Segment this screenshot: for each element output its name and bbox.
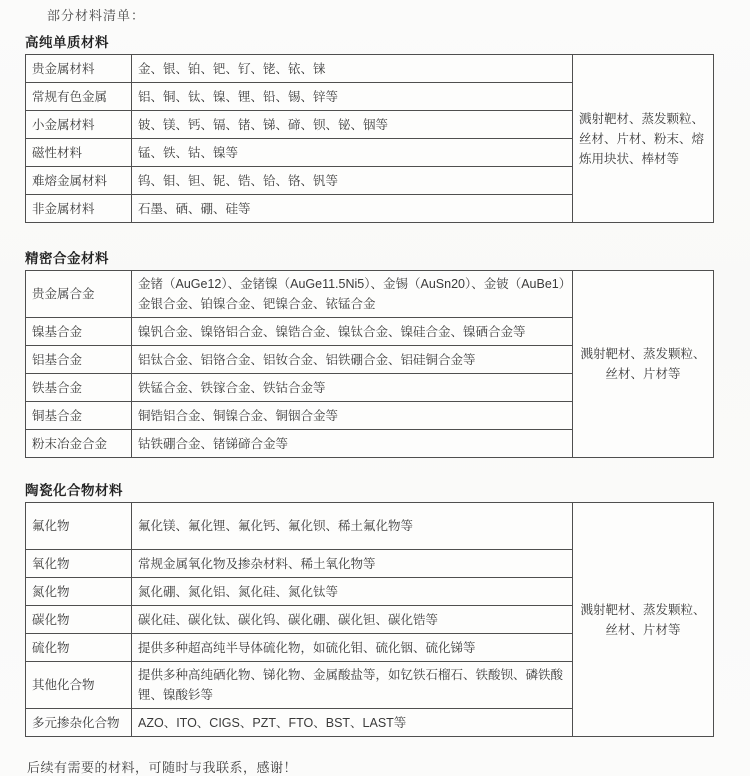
table-row <box>26 55 714 83</box>
section-title-ceramics: 陶瓷化合物材料 <box>25 483 123 498</box>
section-ceramic-compounds <box>0 479 750 737</box>
materials-cell: 提供多种超高纯半导体硫化物，如硫化钼、硫化铟、硫化锑等 <box>132 634 573 662</box>
product-forms-cell: 溅射靶材、蒸发颗粒、丝材、片材、粉末、熔炼用块状、棒材等 <box>573 55 714 223</box>
materials-cell: 铁锰合金、铁镓合金、铁钴合金等 <box>132 374 573 402</box>
materials-cell: 钴铁硼合金、锗锑碲合金等 <box>132 430 573 458</box>
product-forms-cell: 溅射靶材、蒸发颗粒、丝材、片材等 <box>573 271 714 458</box>
category-cell: 小金属材料 <box>26 111 132 139</box>
section-title-high-purity: 高纯单质材料 <box>25 35 109 50</box>
category-cell: 粉末冶金合金 <box>26 430 132 458</box>
section-precision-alloys <box>0 247 750 458</box>
category-cell: 铁基合金 <box>26 374 132 402</box>
materials-cell: 镍钒合金、镍铬铝合金、镍锆合金、镍钛合金、镍硅合金、镍硒合金等 <box>132 318 573 346</box>
materials-cell: 铝、铜、钛、镍、锂、铅、锡、锌等 <box>132 83 573 111</box>
materials-cell: 氟化镁、氟化锂、氟化钙、氟化钡、稀土氟化物等 <box>132 503 573 550</box>
materials-cell: 金锗（AuGe12）、金锗镍（AuGe11.5Ni5）、金锡（AuSn20）、金铍（AuBe1）金银合金、铂镍合金、钯镍合金、铱锰合金 <box>132 271 573 318</box>
materials-cell: 铜锆铝合金、铜镍合金、铜铟合金等 <box>132 402 573 430</box>
category-cell: 多元掺杂化合物 <box>26 709 132 737</box>
category-cell: 氧化物 <box>26 550 132 578</box>
section-spacer <box>0 223 750 247</box>
table-row <box>26 503 714 550</box>
materials-cell: 钨、钼、钽、铌、锆、铪、铬、钒等 <box>132 167 573 195</box>
category-cell: 难熔金属材料 <box>26 167 132 195</box>
section-title-alloys: 精密合金材料 <box>25 251 109 266</box>
category-cell: 硫化物 <box>26 634 132 662</box>
materials-cell: 锰、铁、钴、镍等 <box>132 139 573 167</box>
materials-cell: 铝钛合金、铝铬合金、铝钕合金、铝铁硼合金、铝硅铜合金等 <box>132 346 573 374</box>
materials-cell: 常规金属氧化物及掺杂材料、稀土氧化物等 <box>132 550 573 578</box>
materials-cell: 石墨、硒、硼、硅等 <box>132 195 573 223</box>
high-purity-materials-table <box>25 54 714 223</box>
category-cell: 贵金属材料 <box>26 55 132 83</box>
ceramic-materials-table <box>25 502 714 737</box>
category-cell: 氟化物 <box>26 503 132 550</box>
category-cell: 磁性材料 <box>26 139 132 167</box>
category-cell: 铜基合金 <box>26 402 132 430</box>
page-title: 部分材料清单： <box>47 8 146 23</box>
category-cell: 铝基合金 <box>26 346 132 374</box>
materials-cell: 铍、镁、钙、镉、锗、锑、碲、钡、铋、铟等 <box>132 111 573 139</box>
category-cell: 镍基合金 <box>26 318 132 346</box>
alloy-materials-table <box>25 270 714 458</box>
category-cell: 其他化合物 <box>26 662 132 709</box>
product-forms-cell: 溅射靶材、蒸发颗粒、丝材、片材等 <box>573 503 714 737</box>
table-row <box>26 271 714 318</box>
materials-cell: 金、银、铂、钯、钌、铑、铱、铼 <box>132 55 573 83</box>
footer-note: 后续有需要的材料，可随时与我联系，感谢！ <box>27 760 298 775</box>
section-spacer <box>0 458 750 479</box>
section-high-purity-elements <box>0 31 750 223</box>
category-cell: 碳化物 <box>26 606 132 634</box>
materials-cell: 碳化硅、碳化钛、碳化钨、碳化硼、碳化钽、碳化锆等 <box>132 606 573 634</box>
category-cell: 非金属材料 <box>26 195 132 223</box>
materials-cell: AZO、ITO、CIGS、PZT、FTO、BST、LAST等 <box>132 709 573 737</box>
materials-cell: 提供多种高纯硒化物、锑化物、金属酸盐等，如钇铁石榴石、铁酸钡、磷铁酸锂、镍酸钐等 <box>132 662 573 709</box>
materials-cell: 氮化硼、氮化铝、氮化硅、氮化钛等 <box>132 578 573 606</box>
category-cell: 常规有色金属 <box>26 83 132 111</box>
category-cell: 氮化物 <box>26 578 132 606</box>
category-cell: 贵金属合金 <box>26 271 132 318</box>
